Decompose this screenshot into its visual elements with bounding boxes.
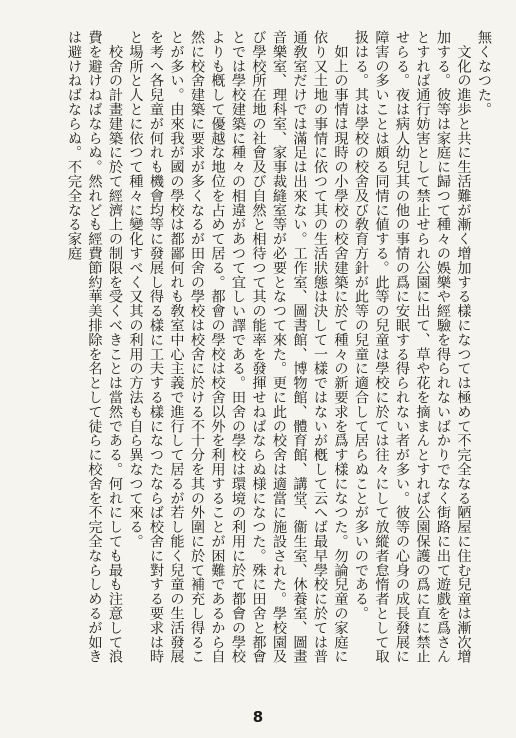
paragraph: 無くなつた。: [476, 30, 492, 117]
paragraph: 校舍の計畫建築に於て經濟上の制限を受くべきことは當然である。何れにしても最も注意して浪費を避けねばならぬ。然れども經費節約華美排除を名として徒らに校舍を不完全ならしめるが如きは避けねばならぬ。不完全なる家庭: [66, 30, 123, 664]
paragraph: 如上の事情は現時の小學校の校舍建築に於て種々の新要求を爲す樣になつた。勿論兒童の家庭に依り又土地の事情に依つて其の生活狀態は決して一樣ではないが槪して云へば最早學校に於ては普通敎室だけでは滿足は出來ない。工作室、圖書館、博物館、體育館、講堂、衞生室、休養室、圖畫音樂室、理科室、家事裁縫室等が必要となつて來た。更に此の校舍は適當に施設された。學校園及び學校所在地の社會及び自然と相待つて其の能率を發揮せねばならぬ様になつた。殊に田舍と都會とでは學校建築に種々の相違があつて宜しい譯である。田舍の學校は環境の利用に於て都會の學校よりも槪して優越な地位を占めて居る。都會の學校は校舍以外を利用することが困難であるから自然に校舍建築に要求が多くなるが田舍の學校は校舍に於ける不十分を其の外圍に於て補充し得ることが多い。由來我が國の學校は都鄙何れも敎室中心主義で進行して居るが若し能く兒童の生活發展を考へ各兒童が何れも機會均等に發展し得る樣に工夫する樣になつたならば校舍に對する要求は時と場所と人とに依つて種々に變化すべく又其の利用の方法も自ら異なつて來る。: [127, 30, 349, 664]
page-number: 8: [252, 708, 264, 726]
paragraph: 文化の進歩と共に生活難が漸く增加する樣になつては極めて不完全なる陋屋に住む兒童は漸次增加する。彼等は家庭に歸つて種々の娛樂や經驗を得られないばかりでなく街路に出て遊戲を爲さんとすれば通行妨害として禁止せられ公園に出て、草や花を摘まんとすれば公園保護の爲に直に禁止せらる。夜は病人幼兒其の他の事情の爲に安眠する得られない者が多い。彼等の心身の成長發展に障害の多いことは頗る同情に値する。此等の兒童は學校に於ては往々にして放縱者怠惰者として取扱はる。其は學校の校舍及び敎育方針が此等の兒童に適合して居らぬことが多いのである。: [353, 30, 472, 664]
body-text: [20, 30, 494, 670]
